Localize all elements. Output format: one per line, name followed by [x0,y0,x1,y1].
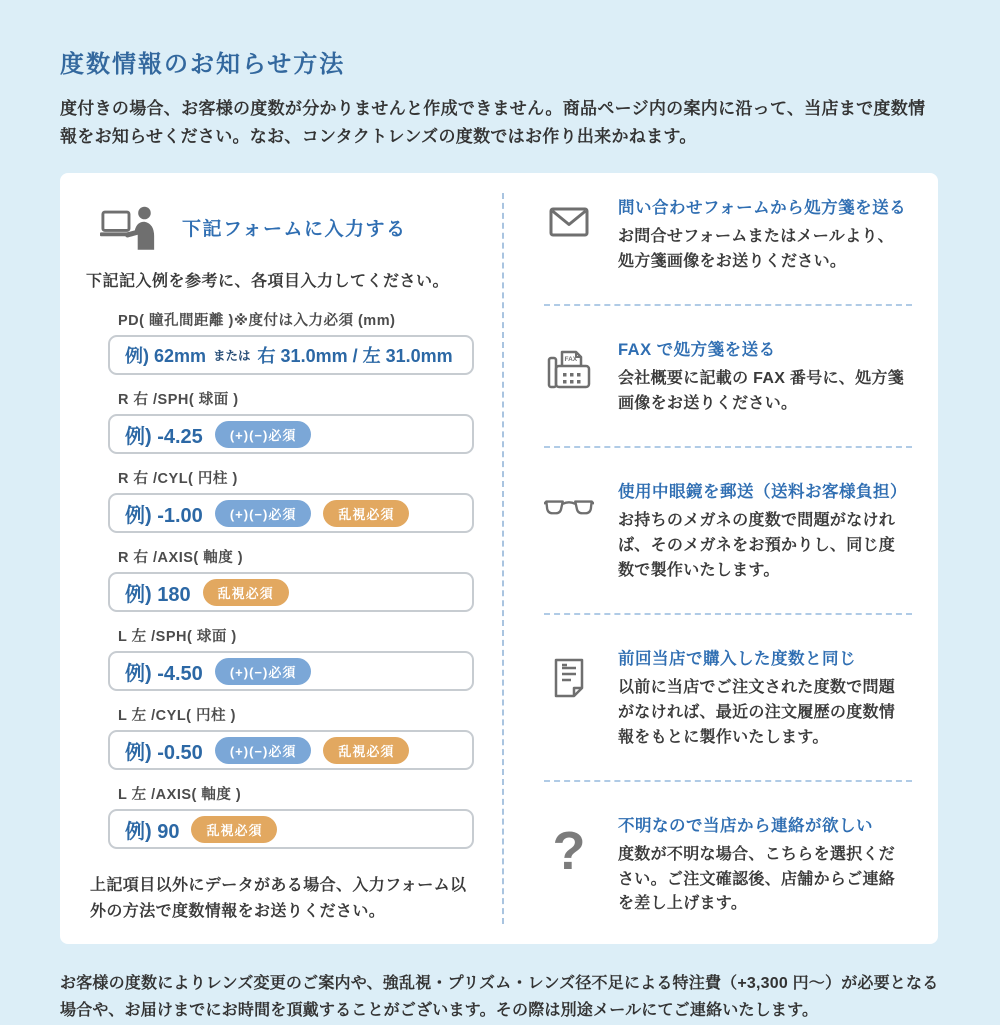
field-example-box [108,809,474,849]
form-note: 上記項目以外にデータがある場合、入力フォーム以外の方法で度数情報をお送りください。 [90,877,467,920]
section-divider [544,613,912,615]
field-label: L 左 /AXIS( 軸度 ) [118,787,242,804]
method-title: 問い合わせフォームから処方箋を送る [618,199,907,218]
required-sign-badge: (+)(−)必須 [215,421,312,448]
method-unknown-contact-me [544,797,912,932]
field-label: R 右 /AXIS( 軸度 ) [118,550,244,567]
field-r-cyl [108,467,474,533]
astigmatism-required-badge: 乱視必須 [323,737,409,764]
example-value: 例) 62mm [125,346,207,367]
form-fields [108,309,474,849]
section-divider [544,446,912,448]
field-example-box [108,335,474,375]
method-title: 不明なので当店から連絡が欲しい [618,816,873,835]
envelope-icon [544,194,594,275]
method-body: お持ちのメガネの度数で問題がなければ、そのメガネをお預かりし、同じ度数で製作いたします。 [618,512,896,579]
question-icon: ? [552,820,586,881]
astigmatism-required-badge: 乱視必須 [203,579,289,606]
field-l-axis [108,783,474,849]
form-example-column [60,173,502,944]
field-pd [108,309,474,375]
field-label: R 右 /CYL( 円柱 ) [118,471,238,488]
method-title: 前回当店で購入した度数と同じ [618,649,856,668]
methods-card [60,173,938,944]
form-instruction: 下記記入例を参考に、各項目入力してください。 [86,273,450,291]
required-sign-badge: (+)(−)必須 [215,500,312,527]
method-title: FAX で処方箋を送る [618,341,776,360]
example-connector: または [213,349,251,364]
method-contact-form [544,179,912,290]
required-sign-badge: (+)(−)必須 [215,658,312,685]
intro-text: 度付きの場合、お客様の度数が分かりませんと作成できません。商品ページ内の案内に沿って、当店まで度数情報をお知らせください。なお、コンタクトレンズの度数ではお作り出来かねます。 [60,99,926,147]
section-divider [544,780,912,782]
footer-note: お客様の度数によりレンズ変更のご案内や、強乱視・プリズム・レンズ径不足による特注費（+3,300 円～）が必要となる場合や、お届けまでにお時間を頂戴することがございます。その際は別途メールにてご連絡いたします。 [60,975,939,1020]
field-example-box [108,414,474,454]
method-title: 使用中眼鏡を郵送（送料お客様負担） [618,483,907,502]
field-label: L 左 /SPH( 球面 ) [118,629,237,646]
example-value-2: 右 31.0mm / 左 31.0mm [257,346,453,367]
glasses-icon [544,478,594,583]
method-body: 会社概要に記載の FAX 番号に、処方箋画像をお送りください。 [618,370,905,412]
field-l-cyl [108,704,474,770]
field-label: L 左 /CYL( 円柱 ) [118,708,236,725]
page-title: 度数情報のお知らせ方法 [60,51,346,78]
astigmatism-required-badge: 乱視必須 [191,816,277,843]
field-label: PD( 瞳孔間距離 )※度付は入力必須 (mm) [118,313,396,330]
field-r-axis [108,546,474,612]
person-at-computer-icon [100,205,158,250]
other-methods-column [504,173,938,944]
field-label: R 右 /SPH( 球面 ) [118,392,239,409]
field-example-box [108,730,474,770]
field-r-sph [108,388,474,454]
method-body: 度数が不明な場合、こちらを選択ください。ご注文確認後、店舗からご連絡を差し上げます。 [618,845,896,913]
example-value: 例) -0.50 [125,741,203,764]
example-value: 例) -4.50 [125,662,203,685]
document-icon [544,645,594,750]
method-previous-order [544,630,912,765]
method-body: 以前に当店でご注文された度数で問題がなければ、最近の注文履歴の度数情報をもとに製作いたします。 [618,678,896,746]
example-value: 例) -4.25 [125,425,203,448]
method-body: お問合せフォームまたはメールより、処方箋画像をお送りください。 [618,228,894,270]
example-value: 例) 90 [125,820,180,843]
method-fax [544,321,912,432]
section-divider [544,304,912,306]
field-example-box [108,651,474,691]
astigmatism-required-badge: 乱視必須 [323,500,409,527]
example-value: 例) 180 [125,583,191,606]
method-mail-glasses [544,463,912,598]
field-example-box [108,493,474,533]
field-example-box [108,572,474,612]
svg-text:FAX: FAX [564,356,578,364]
form-heading [100,205,474,250]
required-sign-badge: (+)(−)必須 [215,737,312,764]
example-value: 例) -1.00 [125,504,203,527]
fax-icon [544,336,594,417]
field-l-sph [108,625,474,691]
form-heading-label: 下記フォームに入力する [182,219,407,241]
